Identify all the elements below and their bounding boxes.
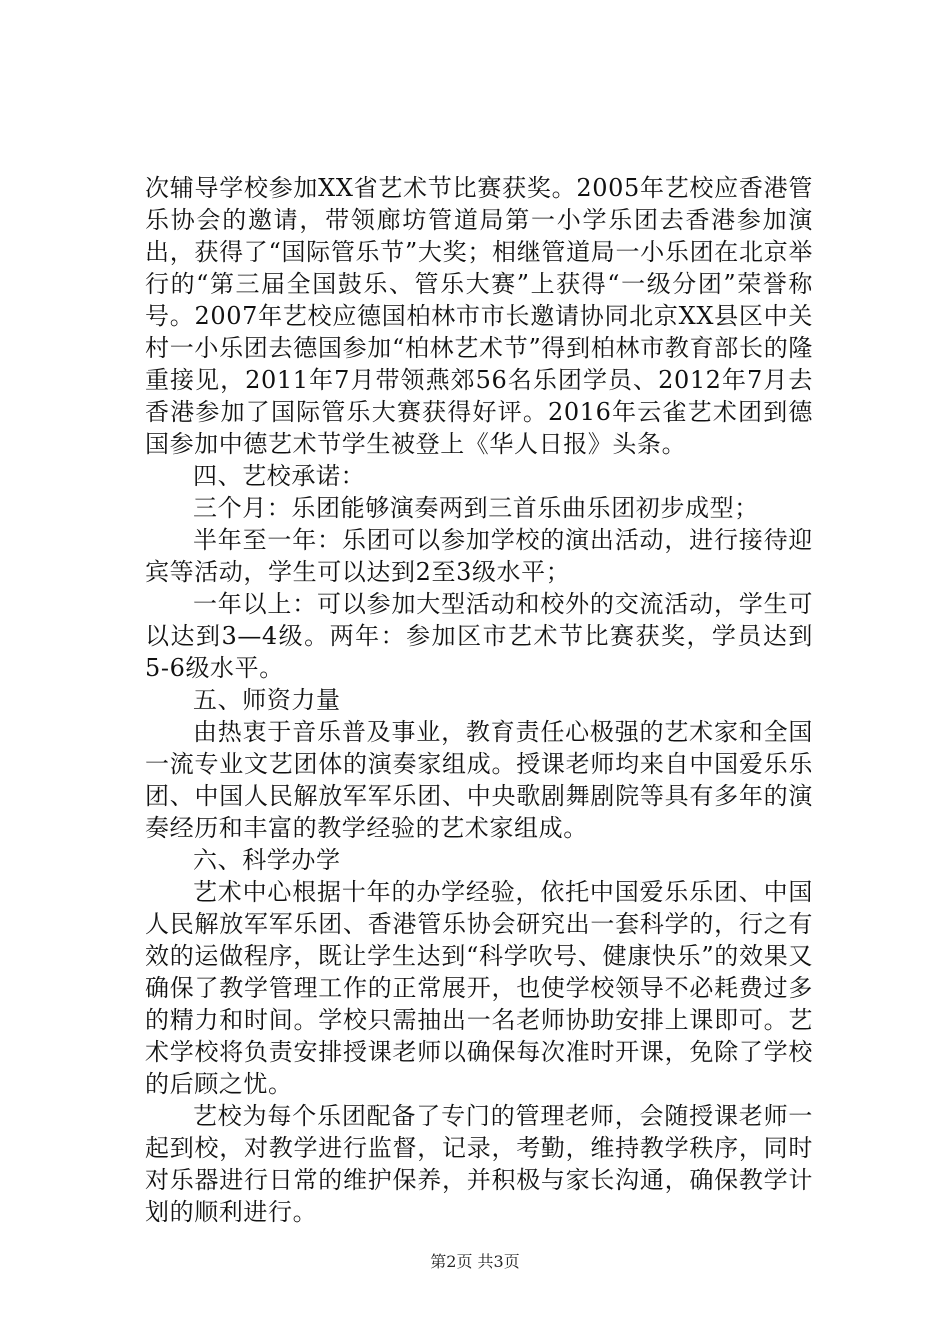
paragraph-half-year: 半年至一年：乐团可以参加学校的演出活动，进行接待迎宾等活动，学生可以达到2至3级水平； xyxy=(145,526,813,586)
paragraph-three-months: 三个月：乐团能够演奏两到三首乐曲乐团初步成型； xyxy=(193,494,759,522)
paragraph-one-year: 一年以上：可以参加大型活动和校外的交流活动，学生可以达到3—4级。两年：参加区市艺术节比赛获奖，学员达到5-6级水平。 xyxy=(145,590,813,682)
page-footer xyxy=(0,1252,950,1272)
paragraph-teachers: 由热衷于音乐普及事业，教育责任心极强的艺术家和全国一流专业文艺团体的演奏家组成。授课老师均来自中国爱乐乐团、中国人民解放军军乐团、中央歌剧舞剧院等具有多年的演奏经历和丰富的教学经验的艺术家组成。 xyxy=(145,718,813,842)
paragraph-management: 艺校为每个乐团配备了专门的管理老师，会随授课老师一起到校，对教学进行监督，记录，考勤，维持教学秩序，同时对乐器进行日常的维护保养，并积极与家长沟通，确保教学计划的顺利进行。 xyxy=(145,1102,813,1226)
page-number: 第2页 共3页 xyxy=(430,1252,520,1271)
section-heading-teachers: 五、师资力量 xyxy=(193,686,341,714)
paragraph-scientific: 艺术中心根据十年的办学经验，依托中国爱乐乐团、中国人民解放军军乐团、香港管乐协会研究出一套科学的，行之有效的运做程序，既让学生达到“科学吹号、健康快乐”的效果又确保了教学管理工作的正常展开，也使学校领导不必耗费过多的精力和时间。学校只需抽出一名老师协助安排上课即可。艺术学校将负责安排授课老师以确保每次准时开课，免除了学校的后顾之忧。 xyxy=(145,878,813,1098)
document-body xyxy=(145,172,813,1228)
section-heading-scientific: 六、科学办学 xyxy=(193,846,341,874)
section-heading-commitment: 四、艺校承诺： xyxy=(193,462,366,490)
paragraph-continuation: 次辅导学校参加XX省艺术节比赛获奖。2005年艺校应香港管乐协会的邀请，带领廊坊管道局第一小学乐团去香港参加演出，获得了“国际管乐节”大奖；相继管道局一小乐团在北京举行的“第三届全国鼓乐、管乐大赛”上获得“一级分团”荣誉称号。2007年艺校应德国柏林市市长邀请协同北京XX县区中关村一小乐团去德国参加“柏林艺术节”得到柏林市教育部长的隆重接见，2011年7月带领燕郊56名乐团学员、2012年7月去香港参加了国际管乐大赛获得好评。2016年云雀艺术团到德国参加中德艺术节学生被登上《华人日报》头条。 xyxy=(145,174,813,458)
